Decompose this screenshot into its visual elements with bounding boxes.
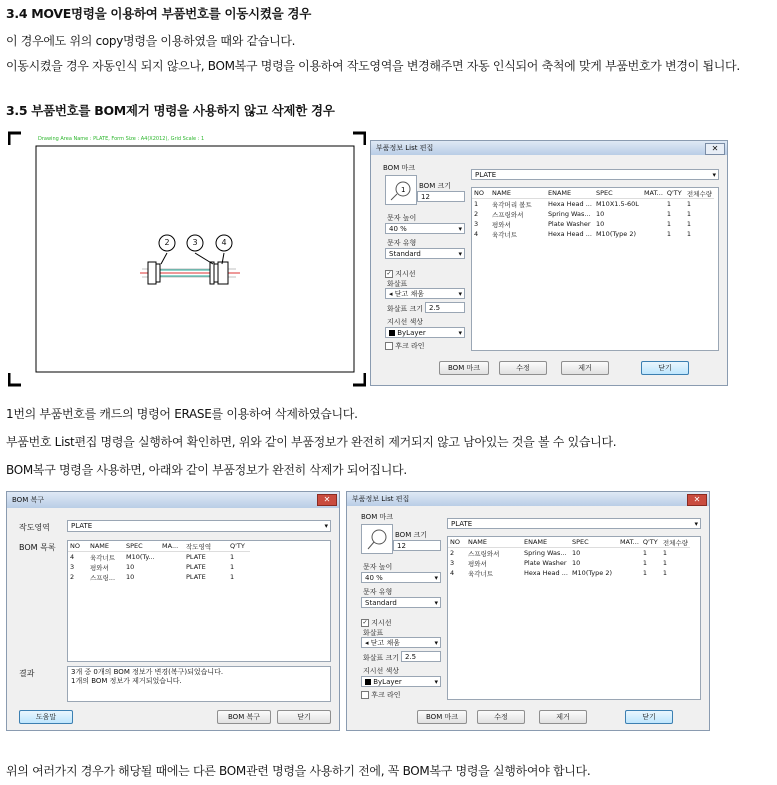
edit-button[interactable]: 수정 [477,710,525,724]
arrow-label: 화살표 [363,629,384,637]
table-cell: 1 [230,563,235,571]
table-cell: 스프링와셔 [468,549,500,558]
table-cell: 3 [474,220,479,228]
column-header[interactable]: NO [448,537,466,548]
area-label: 작도영역 [19,523,50,532]
column-header[interactable]: ENAME [546,188,594,199]
column-header[interactable]: SPEC [570,537,618,548]
paragraph-6: 위의 여러가지 경우가 해당될 때에는 다른 BOM관련 명령을 사용하기 전에, 꼭 BOM복구 명령을 실행하여야 합니다. [6,764,591,778]
table-cell: 10 [595,210,605,218]
heading-3-5: 3.5 부품번호를 BOM제거 명령을 사용하지 않고 삭제한 경우 [6,103,335,118]
leader-color-label: 지시선 색상 [363,667,400,675]
table-cell [618,558,641,568]
bom-size-label: BOM 크기 [395,531,427,539]
table-row[interactable] [472,199,714,210]
table-cell: 1 [230,573,235,581]
table-cell: Plate Washer [524,559,567,567]
bom-size-input[interactable]: 12 [393,540,441,551]
table-cell: 4 [474,230,479,238]
close-icon[interactable]: ✕ [317,494,337,506]
table-cell: Hexa Head ... [524,569,568,577]
table-cell: 육각너트 [90,553,116,562]
hook-line-label: 후크 라인 [395,342,425,350]
table-cell: Plate Washer [548,220,591,228]
result-line-2: 1개의 BOM 정보가 제거되었습니다. [71,677,182,685]
column-header[interactable]: MAT... [619,538,639,546]
leader-label: 지시선 [371,619,392,627]
leader-color-select[interactable] [361,676,441,687]
table-cell: 4 [450,569,455,577]
close-button[interactable]: 닫기 [641,361,689,375]
table-cell: 1 [686,200,692,208]
table-cell [618,568,641,578]
table-row[interactable] [68,562,250,572]
arrow-size-input[interactable]: 2.5 [401,651,441,662]
bom-restore-table[interactable] [67,540,331,662]
bom-mark-preview[interactable] [385,175,417,205]
table-cell: M10(Type 2) [571,569,613,577]
bom-mark-label: BOM 마크 [361,513,393,521]
table-cell [160,572,184,582]
balloon-label-2: 2 [164,238,170,247]
bom-list-label: BOM 목록 [19,543,56,552]
leader-color-label: 지시선 색상 [387,318,424,326]
hook-line-checkbox[interactable] [361,690,401,700]
table-cell: 10 [595,220,605,228]
hook-line-label: 후크 라인 [371,691,401,699]
table-cell: 평와셔 [492,220,511,229]
table-cell: 2 [70,573,75,581]
column-header[interactable]: 전체수량 [686,189,713,198]
close-button[interactable]: 닫기 [625,710,673,724]
bom-mark-label: BOM 마크 [383,164,415,172]
table-cell [160,562,184,572]
table-row[interactable] [448,548,690,559]
table-cell: M10(Type 2) [595,230,637,238]
table-header [448,537,690,548]
table-cell: 1 [642,559,648,567]
bom-mark-button[interactable]: BOM 마크 [417,710,467,724]
list-edit-dialog-after [346,491,710,731]
table-cell: Hexa Head ... [548,230,592,238]
bom-list-table[interactable] [471,187,719,351]
bom-size-label: BOM 크기 [419,182,451,190]
leader-checkbox[interactable]: ✓ 지시선 [386,270,416,278]
column-header[interactable]: NO [472,188,490,199]
table-cell: 1 [642,549,648,557]
bom-mark-button[interactable]: BOM 마크 [439,361,489,375]
table-cell: M10X1.5-60L [595,200,639,208]
table-cell: 2 [474,210,479,218]
table-cell: 10 [126,563,135,571]
table-cell: 2 [450,549,455,557]
table-row[interactable] [68,552,250,563]
dialog-title: 부품정보 List 편집 [376,144,434,152]
dialog-title: BOM 복구 [12,496,44,504]
column-header[interactable]: MA... [160,541,184,552]
table-cell: 10 [571,549,581,557]
balloon-label-3: 3 [192,238,198,247]
svg-text:1: 1 [401,186,406,194]
table-cell: 10 [571,559,581,567]
table-cell: PLATE [186,553,206,561]
drawing-header: Drawing Area Name : PLATE, Form Size : A4(X2012), Grid Scale : 1 [38,136,205,142]
table-cell: 4 [70,553,75,561]
table-cell: 1 [662,549,668,557]
edit-button[interactable]: 수정 [499,361,547,375]
close-icon[interactable]: ✕ [687,494,707,506]
bom-list-table[interactable] [447,536,701,700]
table-cell: PLATE [186,573,206,581]
dialog-titlebar [347,492,709,506]
table-cell: 1 [474,200,479,208]
result-label: 결과 [19,669,35,678]
column-header[interactable]: ENAME [522,537,570,548]
heading-3-4: 3.4 MOVE명령을 이용하여 부품번호를 이동시켰을 경우 [6,6,311,21]
leader-color-value: ByLayer [373,678,402,686]
table-row[interactable] [472,209,714,219]
table-cell: Hexa Head ... [548,200,592,208]
table-cell: 1 [666,230,672,238]
text-type-select[interactable]: Standard ▾ [361,597,441,608]
remove-button[interactable]: 제거 [539,710,587,724]
result-line-1: 3개 중 0개의 BOM 정보가 변경(복구)되었습니다. [71,668,224,676]
table-cell: 3 [70,563,75,571]
table-row[interactable] [68,572,250,582]
table-cell: M10(Ty... [126,553,155,561]
text-height-select[interactable]: 40 % ▾ [385,223,465,234]
table-cell: 스프링... [90,573,116,582]
table-row[interactable] [448,568,690,578]
paragraph-4: 부품번호 List편집 명령을 실행하여 확인하면, 위와 같이 부품정보가 완전히 제거되지 않고 남아있는 것을 볼 수 있습니다. [6,435,617,449]
result-text [67,666,331,702]
text-type-label: 문자 유형 [363,588,393,596]
table-cell: 1 [230,553,235,561]
dialog-title: 부품정보 List 편집 [352,495,410,503]
list-edit-dialog-before [370,140,728,386]
table-cell: 10 [126,573,135,581]
remove-button[interactable]: 제거 [561,361,609,375]
arrow-label: 화살표 [387,280,408,288]
dialog-titlebar [7,492,339,508]
table-row[interactable] [472,229,714,239]
table-cell: Spring Was... [548,210,591,218]
table-cell: Spring Was... [524,549,567,557]
close-button[interactable]: 닫기 [277,710,331,724]
arrow-select[interactable]: ◂ 닫고 채움 ▾ [385,288,465,299]
arrow-value: 닫고 채움 [370,639,401,647]
leader-color-select[interactable] [385,327,465,338]
table-cell: 1 [686,230,692,238]
table-cell: 스프링와셔 [492,210,524,219]
table-cell: 1 [666,220,672,228]
leader-color-value: ByLayer [397,329,426,337]
table-cell: 육각너트 [468,569,494,578]
paragraph-2: 이동시켰을 경우 자동인식 되지 않으나, BOM복구 명령을 이용하여 작도영역을 변경해주면 자동 인식되어 축척에 맞게 부품번호가 변경이 됩니다. [6,59,740,73]
table-cell: 육각너트 [492,230,518,239]
close-icon[interactable]: ✕ [705,143,725,155]
column-header[interactable]: 작도영역 [184,541,228,552]
drawing-screenshot [8,131,366,387]
table-header [472,188,714,199]
table-cell: 평와셔 [468,559,487,568]
text-height-select[interactable]: 40 % ▾ [361,572,441,583]
leader-label: 지시선 [395,270,416,278]
table-cell: 1 [642,569,648,577]
bom-mark-preview[interactable] [361,524,393,554]
table-cell [160,552,184,563]
table-cell: 3 [450,559,455,567]
table-header [68,541,250,552]
balloon-label-4: 4 [221,238,227,247]
text-type-label: 문자 유형 [387,239,417,247]
column-header[interactable]: NAME [88,541,124,552]
column-header[interactable]: 전체수량 [662,538,689,547]
table-cell [642,229,665,239]
paragraph-1: 이 경우에도 위의 copy명령을 이용하였을 때와 같습니다. [6,34,296,48]
table-cell: 1 [662,569,668,577]
table-row[interactable] [472,219,714,229]
table-row[interactable] [448,558,690,568]
arrow-size-label: 화살표 크기 [387,305,424,313]
bom-restore-dialog [6,491,340,731]
text-height-label: 문자 높이 [363,563,393,571]
dialog-titlebar [371,141,727,155]
table-cell: 1 [686,210,692,218]
column-header[interactable]: Q'TY [228,541,250,552]
table-cell: 1 [666,200,672,208]
leader-checkbox[interactable]: ✓ 지시선 [362,619,392,627]
arrow-select[interactable]: ◂ 닫고 채움 ▾ [361,637,441,648]
column-header[interactable]: Q'TY [641,537,661,548]
table-cell: 1 [666,210,672,218]
bom-size-input[interactable]: 12 [417,191,465,202]
table-cell: PLATE [186,563,206,571]
column-header[interactable]: NAME [466,537,522,548]
table-cell [618,548,641,559]
table-cell: 평와셔 [90,563,109,572]
table-cell [642,209,665,219]
hook-line-checkbox[interactable] [385,341,425,351]
table-cell: 1 [662,559,668,567]
arrow-value: 닫고 채움 [394,290,425,298]
help-button[interactable]: 도움말 [19,710,73,724]
arrow-size-input[interactable]: 2.5 [425,302,465,313]
text-type-select[interactable]: Standard ▾ [385,248,465,259]
bom-restore-button[interactable]: BOM 복구 [217,710,271,724]
area-select[interactable]: PLATE ▾ [447,518,701,529]
column-header[interactable]: NAME [490,188,546,199]
paragraph-3: 1번의 부품번호를 캐드의 명령어 ERASE를 이용하여 삭제하였습니다. [6,407,358,421]
column-header[interactable]: SPEC [594,188,642,199]
table-cell [642,219,665,229]
text-height-label: 문자 높이 [387,214,417,222]
column-header[interactable]: NO [68,541,88,552]
column-header[interactable]: Q'TY [665,188,685,199]
area-select[interactable]: PLATE ▾ [471,169,719,180]
table-cell: 육각머리 볼트 [492,200,532,209]
paragraph-5: BOM복구 명령을 사용하면, 아래와 같이 부품정보가 완전히 삭제가 되어집니다. [6,463,407,477]
column-header[interactable]: MAT... [643,189,663,197]
area-select[interactable]: PLATE ▾ [67,520,331,532]
column-header[interactable]: SPEC [124,541,160,552]
table-cell: 1 [686,220,692,228]
table-cell [642,199,665,210]
arrow-size-label: 화살표 크기 [363,654,400,662]
